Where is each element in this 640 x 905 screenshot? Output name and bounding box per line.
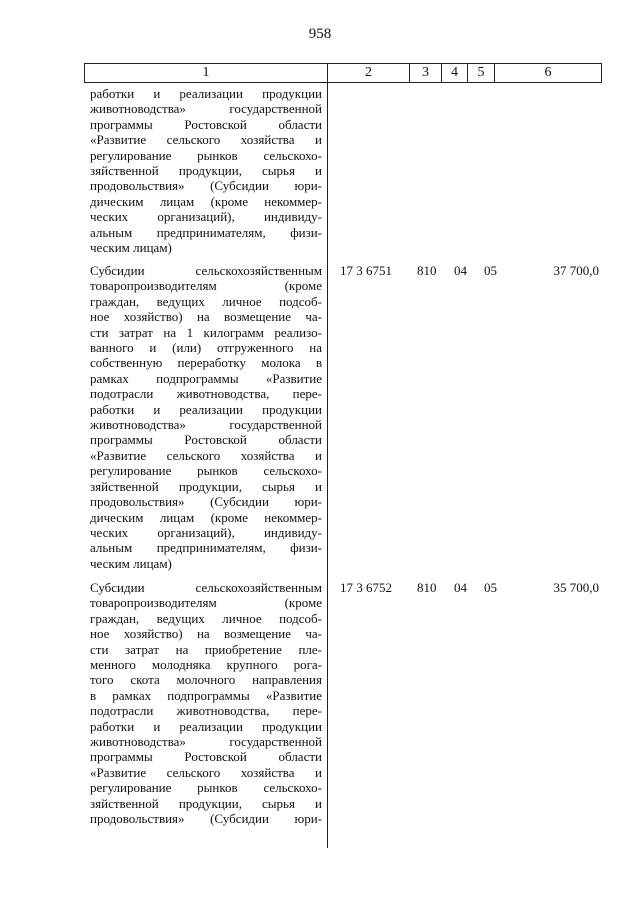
- row-ved: 810: [417, 580, 437, 595]
- description-line: товаропроизводителям (кроме: [90, 595, 322, 611]
- description-line: продовольствия» (Субсидии юри-: [90, 494, 322, 510]
- description-line: зяйственной продукции, сырья и: [90, 795, 322, 811]
- description-line: зяйственной продукции, сырья и: [90, 163, 322, 179]
- description-line: животноводства» государственной: [90, 417, 322, 433]
- description-line: ческим лицам): [90, 555, 172, 571]
- row-code: 17 3 6752: [340, 580, 392, 595]
- row-description: [90, 580, 322, 827]
- row-pr: 05: [484, 580, 497, 595]
- description-line: рамках подпрограммы «Развитие: [90, 370, 322, 386]
- description-line: дическим лицам (кроме некоммер-: [90, 193, 322, 209]
- row-amount: 37 700,0: [553, 263, 599, 278]
- description-line: граждан, ведущих личное подсоб-: [90, 293, 322, 309]
- description-line: сти затрат на 1 килограмм реализо-: [90, 324, 322, 340]
- row-ved: 810: [417, 263, 437, 278]
- description-line: работки и реализации продукции: [90, 86, 322, 101]
- description-line: ческим лицам): [90, 240, 172, 256]
- header-col-6: 6: [544, 65, 552, 80]
- description-line: продовольствия» (Субсидии юри-: [90, 178, 322, 194]
- table-header: [84, 63, 602, 83]
- description-line: продовольствия» (Субсидии юри-: [90, 811, 322, 827]
- description-line: «Развитие сельского хозяйства и: [90, 447, 322, 463]
- description-line: животноводства» государственной: [90, 734, 322, 750]
- description-line: программы Ростовской области: [90, 749, 322, 765]
- row-rz: 04: [454, 580, 467, 595]
- description-line: товаропроизводителям (кроме: [90, 278, 322, 294]
- description-line: ческих организаций), индивиду-: [90, 524, 322, 540]
- row-pr: 05: [484, 263, 497, 278]
- page-number: 958: [308, 26, 332, 42]
- description-line: ческих организаций), индивиду-: [90, 209, 322, 225]
- header-col-5: 5: [468, 64, 495, 82]
- column-divider: [327, 83, 328, 848]
- description-line: граждан, ведущих личное подсоб-: [90, 610, 322, 626]
- description-line: «Развитие сельского хозяйства и: [90, 132, 322, 148]
- header-col-1: 1: [85, 64, 328, 82]
- description-line: зяйственной продукции, сырья и: [90, 478, 322, 494]
- description-line: работки и реализации продукции: [90, 401, 322, 417]
- description-line: ное хозяйство) на возмещение ча-: [90, 626, 322, 642]
- header-col-3: 3: [410, 64, 442, 82]
- description-line: собственную переработку молока в: [90, 355, 322, 371]
- row-rz: 04: [454, 263, 467, 278]
- description-line: альным предпринимателям, физи-: [90, 540, 322, 556]
- header-col-2: 2: [328, 64, 410, 82]
- description-line: ное хозяйство) на возмещение ча-: [90, 309, 322, 325]
- row-code: 17 3 6751: [340, 263, 392, 278]
- description-line: программы Ростовской области: [90, 116, 322, 132]
- description-line: в рамках подпрограммы «Развитие: [90, 687, 322, 703]
- description-line: сти затрат на приобретение пле-: [90, 641, 322, 657]
- description-line: «Развитие сельского хозяйства и: [90, 764, 322, 780]
- row-amount: 35 700,0: [553, 580, 599, 595]
- description-line: программы Ростовской области: [90, 432, 322, 448]
- description-line: регулирование рынков сельскохо-: [90, 463, 322, 479]
- header-col-4: 4: [442, 64, 468, 82]
- description-line: животноводства» государственной: [90, 101, 322, 117]
- description-line: дическим лицам (кроме некоммер-: [90, 509, 322, 525]
- row-description: [90, 263, 322, 571]
- description-line: подотрасли животноводства, пере-: [90, 703, 322, 719]
- description-line: альным предпринимателям, физи-: [90, 224, 322, 240]
- row-description: [90, 86, 322, 255]
- description-line: Субсидии сельскохозяйственным: [90, 263, 322, 278]
- description-line: регулирование рынков сельскохо-: [90, 780, 322, 796]
- description-line: работки и реализации продукции: [90, 718, 322, 734]
- description-line: ванного и (или) отгруженного на: [90, 340, 322, 356]
- description-line: того скота молочного направления: [90, 672, 322, 688]
- description-line: менного молодняка крупного рога-: [90, 657, 322, 673]
- description-line: Субсидии сельскохозяйственным: [90, 580, 322, 595]
- description-line: регулирование рынков сельскохо-: [90, 147, 322, 163]
- description-line: подотрасли животноводства, пере-: [90, 386, 322, 402]
